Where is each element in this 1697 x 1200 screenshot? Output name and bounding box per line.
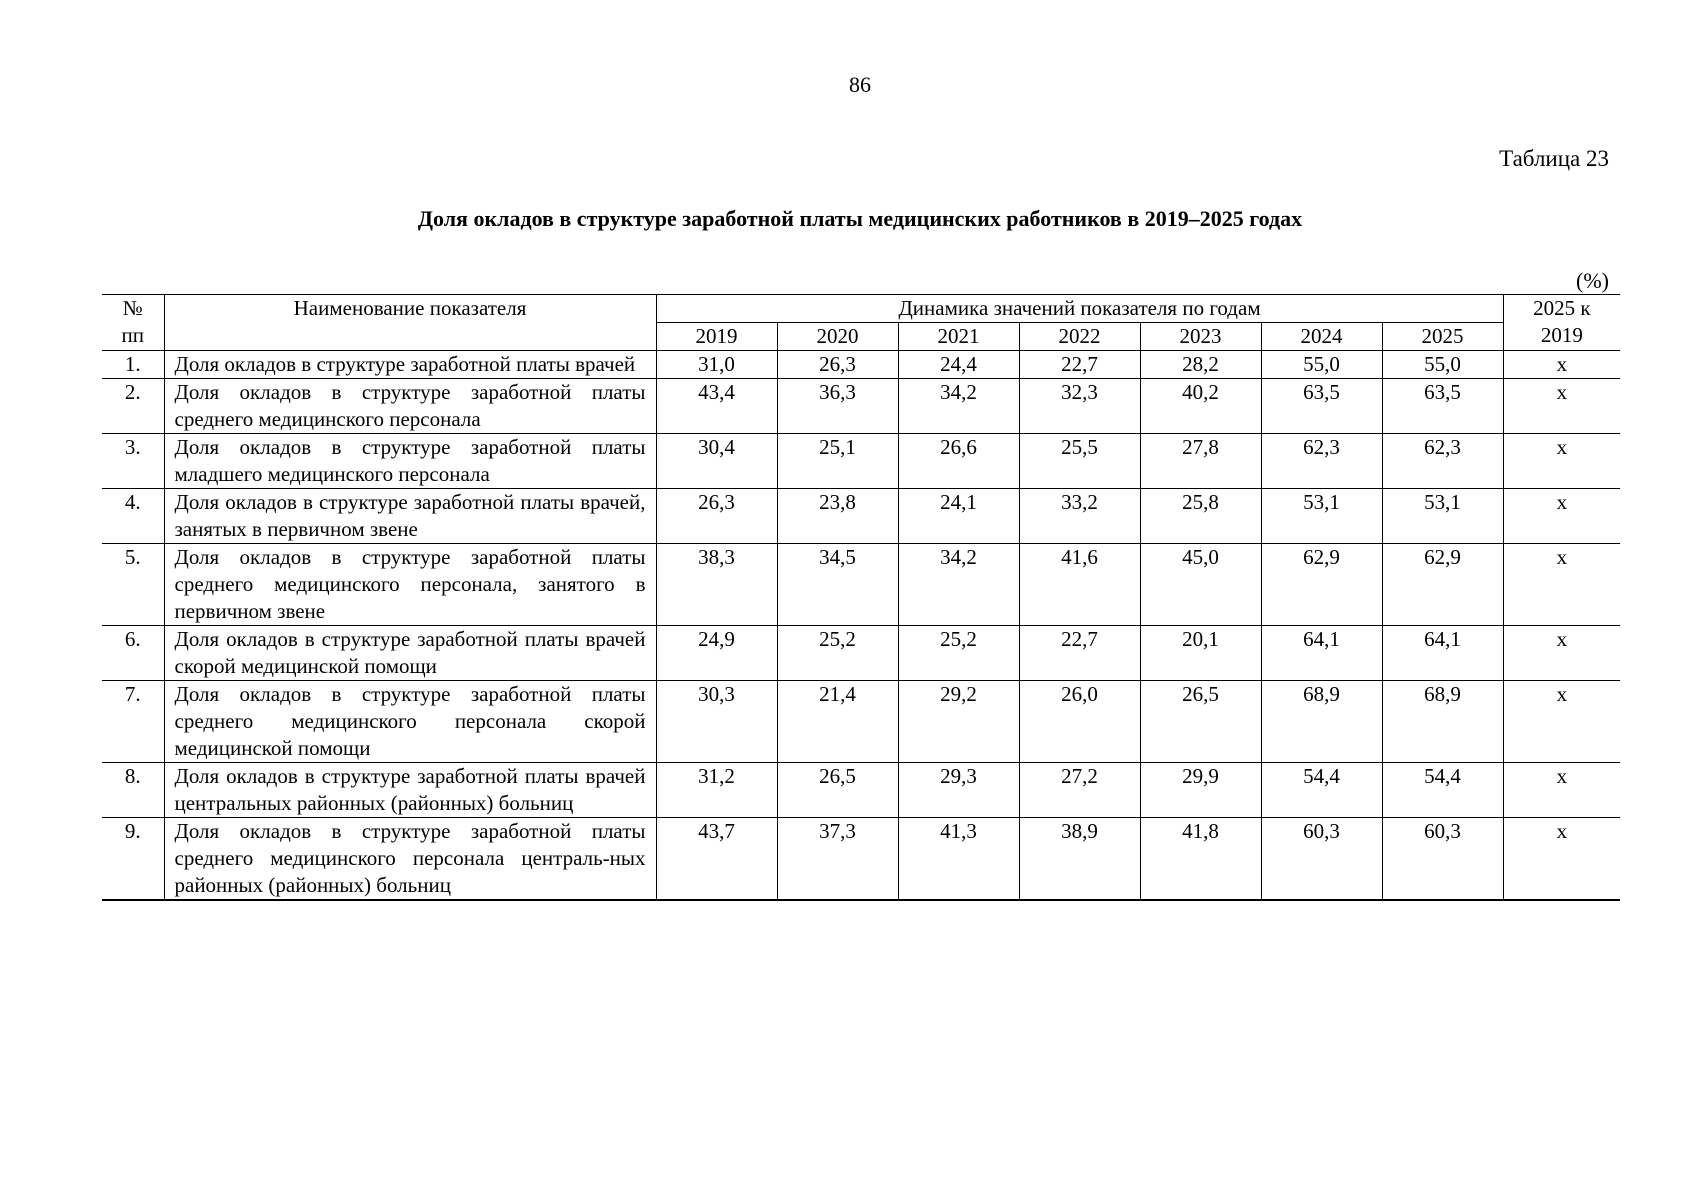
header-year: 2025 <box>1382 323 1503 351</box>
table-row <box>102 626 1620 681</box>
data-table <box>102 294 1620 901</box>
unit-label: (%) <box>1576 268 1609 293</box>
value-cell: 25,5 <box>1019 434 1140 489</box>
page-number: 86 <box>849 72 871 97</box>
header-num-line1: № <box>122 296 143 320</box>
value-cell: 63,5 <box>1382 379 1503 434</box>
value-cell: 41,3 <box>898 818 1019 901</box>
value-cell: 22,7 <box>1019 626 1140 681</box>
ratio-cell: х <box>1503 681 1620 763</box>
table-title: Доля окладов в структуре заработной платы медицинских работников в 2019–2025 годах <box>417 206 1303 231</box>
value-cell: 54,4 <box>1261 763 1382 818</box>
ratio-cell: х <box>1503 818 1620 901</box>
value-cell: 38,3 <box>656 544 777 626</box>
table-row <box>102 818 1620 901</box>
table-row <box>102 763 1620 818</box>
value-cell: 26,3 <box>656 489 777 544</box>
header-year: 2022 <box>1019 323 1140 351</box>
value-cell: 63,5 <box>1261 379 1382 434</box>
value-cell: 21,4 <box>777 681 898 763</box>
value-cell: 27,2 <box>1019 763 1140 818</box>
header-ratio <box>1503 295 1620 351</box>
value-cell: 60,3 <box>1261 818 1382 901</box>
table-header <box>102 295 1620 351</box>
value-cell: 26,3 <box>777 351 898 379</box>
value-cell: 27,8 <box>1140 434 1261 489</box>
value-cell: 25,8 <box>1140 489 1261 544</box>
value-cell: 40,2 <box>1140 379 1261 434</box>
value-cell: 33,2 <box>1019 489 1140 544</box>
row-number: 8. <box>102 763 164 818</box>
row-number: 6. <box>102 626 164 681</box>
ratio-cell: х <box>1503 489 1620 544</box>
indicator-name: Доля окладов в структуре заработной платы врачей, занятых в первичном звене <box>164 489 656 544</box>
value-cell: 54,4 <box>1382 763 1503 818</box>
header-year: 2020 <box>777 323 898 351</box>
row-number: 3. <box>102 434 164 489</box>
value-cell: 53,1 <box>1382 489 1503 544</box>
ratio-cell: х <box>1503 544 1620 626</box>
value-cell: 62,9 <box>1261 544 1382 626</box>
value-cell: 60,3 <box>1382 818 1503 901</box>
value-cell: 30,3 <box>656 681 777 763</box>
value-cell: 41,8 <box>1140 818 1261 901</box>
value-cell: 32,3 <box>1019 379 1140 434</box>
header-year: 2021 <box>898 323 1019 351</box>
header-num-line2: пп <box>121 323 144 347</box>
indicator-name: Доля окладов в структуре заработной платы врачей центральных районных (районных) больниц <box>164 763 656 818</box>
value-cell: 30,4 <box>656 434 777 489</box>
value-cell: 29,3 <box>898 763 1019 818</box>
value-cell: 20,1 <box>1140 626 1261 681</box>
header-year: 2024 <box>1261 323 1382 351</box>
ratio-cell: х <box>1503 379 1620 434</box>
row-number: 4. <box>102 489 164 544</box>
value-cell: 26,0 <box>1019 681 1140 763</box>
value-cell: 43,7 <box>656 818 777 901</box>
row-number: 7. <box>102 681 164 763</box>
value-cell: 36,3 <box>777 379 898 434</box>
row-number: 9. <box>102 818 164 901</box>
value-cell: 25,2 <box>777 626 898 681</box>
table-row <box>102 379 1620 434</box>
table-row <box>102 544 1620 626</box>
value-cell: 29,2 <box>898 681 1019 763</box>
value-cell: 62,9 <box>1382 544 1503 626</box>
table-row <box>102 434 1620 489</box>
value-cell: 24,4 <box>898 351 1019 379</box>
value-cell: 38,9 <box>1019 818 1140 901</box>
value-cell: 64,1 <box>1261 626 1382 681</box>
value-cell: 23,8 <box>777 489 898 544</box>
value-cell: 62,3 <box>1261 434 1382 489</box>
value-cell: 64,1 <box>1382 626 1503 681</box>
row-number: 5. <box>102 544 164 626</box>
value-cell: 34,5 <box>777 544 898 626</box>
value-cell: 24,9 <box>656 626 777 681</box>
header-ratio-line1: 2025 к <box>1533 296 1591 320</box>
value-cell: 55,0 <box>1261 351 1382 379</box>
value-cell: 25,2 <box>898 626 1019 681</box>
value-cell: 53,1 <box>1261 489 1382 544</box>
value-cell: 29,9 <box>1140 763 1261 818</box>
value-cell: 45,0 <box>1140 544 1261 626</box>
value-cell: 62,3 <box>1382 434 1503 489</box>
value-cell: 31,0 <box>656 351 777 379</box>
indicator-name: Доля окладов в структуре заработной платы врачей <box>164 351 656 379</box>
value-cell: 34,2 <box>898 379 1019 434</box>
header-num <box>102 295 164 351</box>
value-cell: 22,7 <box>1019 351 1140 379</box>
ratio-cell: х <box>1503 434 1620 489</box>
header-year: 2019 <box>656 323 777 351</box>
indicator-name: Доля окладов в структуре заработной платы среднего медицинского персонала скорой медицинской помощи <box>164 681 656 763</box>
value-cell: 37,3 <box>777 818 898 901</box>
ratio-cell: х <box>1503 351 1620 379</box>
value-cell: 41,6 <box>1019 544 1140 626</box>
value-cell: 43,4 <box>656 379 777 434</box>
value-cell: 26,5 <box>1140 681 1261 763</box>
ratio-cell: х <box>1503 763 1620 818</box>
table-row <box>102 489 1620 544</box>
header-row-1 <box>102 295 1620 323</box>
indicator-name: Доля окладов в структуре заработной платы младшего медицинского персонала <box>164 434 656 489</box>
row-number: 2. <box>102 379 164 434</box>
value-cell: 28,2 <box>1140 351 1261 379</box>
value-cell: 31,2 <box>656 763 777 818</box>
indicator-name: Доля окладов в структуре заработной платы врачей скорой медицинской помощи <box>164 626 656 681</box>
table-body <box>102 351 1620 901</box>
header-dynamics: Динамика значений показателя по годам <box>656 295 1503 323</box>
table-label: Таблица 23 <box>1499 146 1609 171</box>
value-cell: 26,5 <box>777 763 898 818</box>
value-cell: 68,9 <box>1261 681 1382 763</box>
indicator-name: Доля окладов в структуре заработной платы среднего медицинского персонала, занятого в первичном звене <box>164 544 656 626</box>
value-cell: 26,6 <box>898 434 1019 489</box>
header-year: 2023 <box>1140 323 1261 351</box>
table-row <box>102 351 1620 379</box>
ratio-cell: х <box>1503 626 1620 681</box>
value-cell: 25,1 <box>777 434 898 489</box>
value-cell: 55,0 <box>1382 351 1503 379</box>
header-ratio-line2: 2019 <box>1540 323 1583 347</box>
value-cell: 24,1 <box>898 489 1019 544</box>
value-cell: 68,9 <box>1382 681 1503 763</box>
row-number: 1. <box>102 351 164 379</box>
value-cell: 34,2 <box>898 544 1019 626</box>
header-name: Наименование показателя <box>164 295 656 351</box>
table-row <box>102 681 1620 763</box>
indicator-name: Доля окладов в структуре заработной платы среднего медицинского персонала <box>164 379 656 434</box>
indicator-name: Доля окладов в структуре заработной платы среднего медицинского персонала централь-ных районных (районных) больниц <box>164 818 656 901</box>
